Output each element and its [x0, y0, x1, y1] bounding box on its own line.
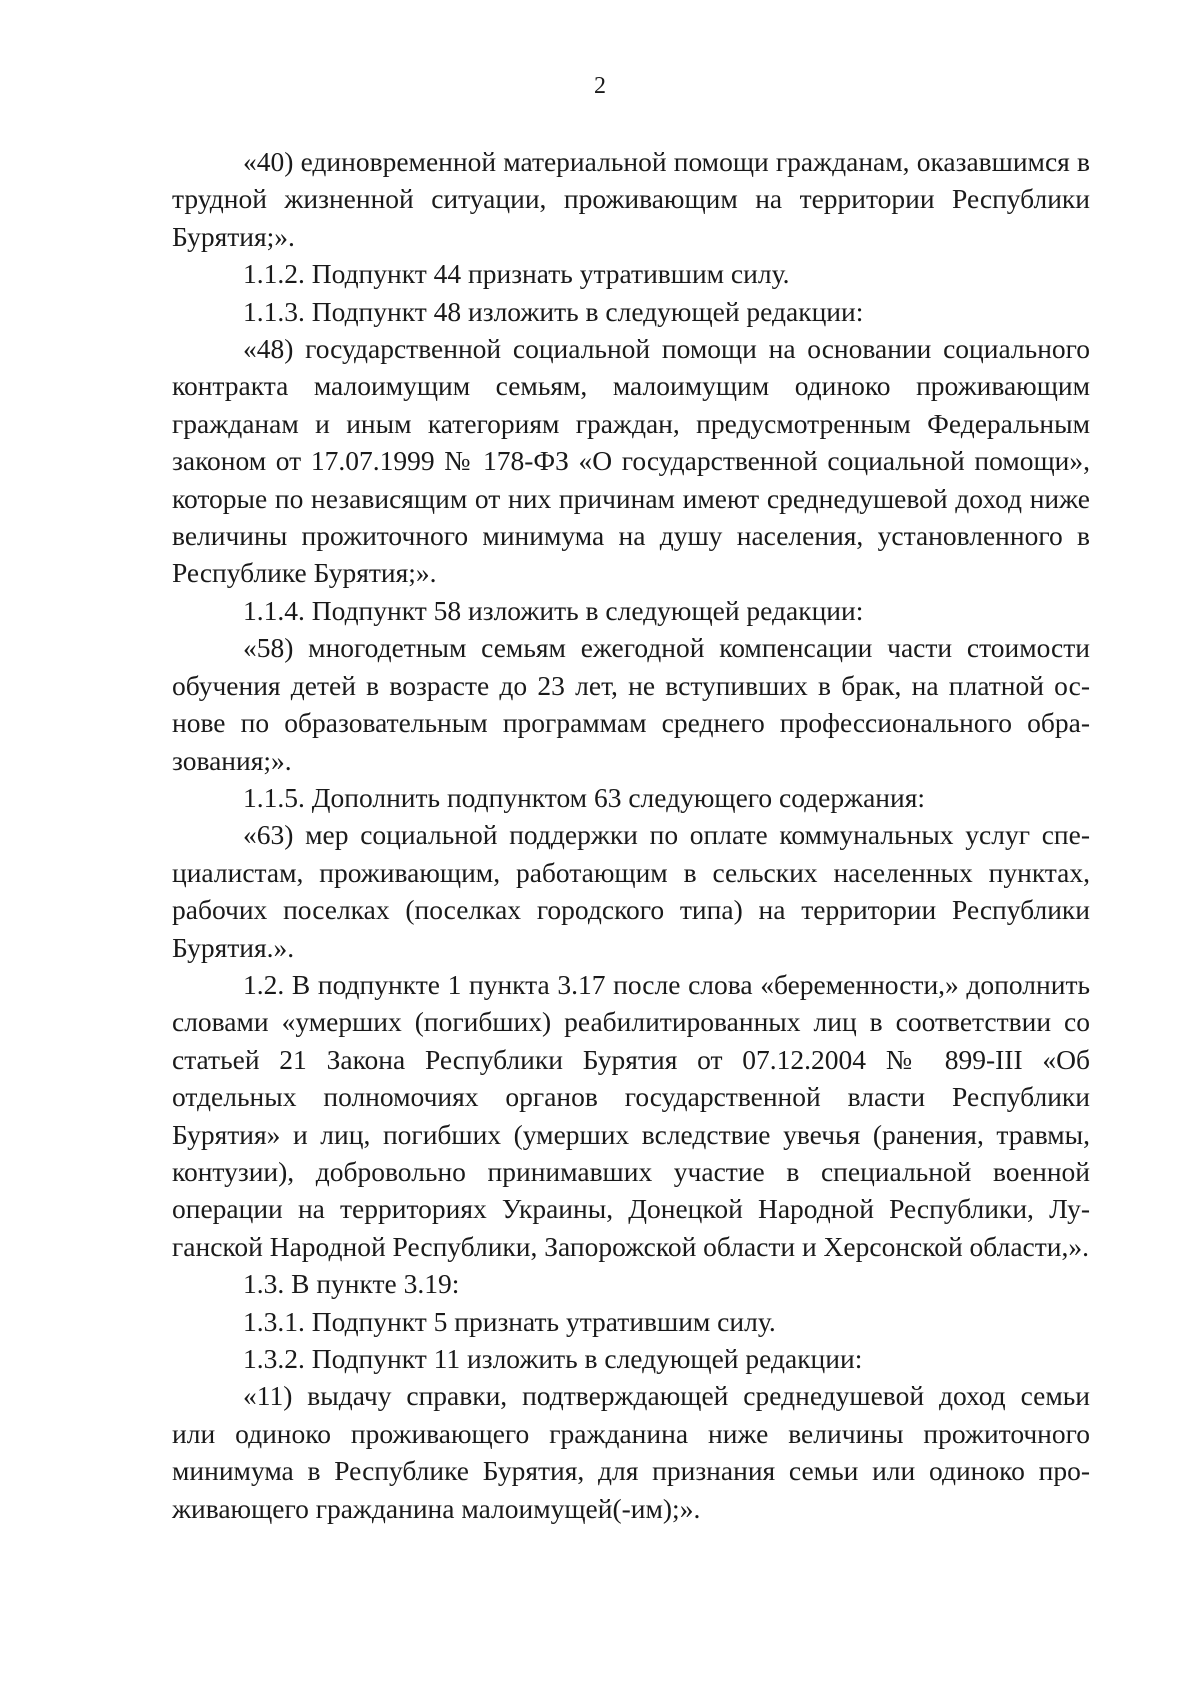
document-body	[172, 143, 1090, 1527]
paragraph-quote-48: «48) государственной социальной помощи на основании социального контракта малоимущим семьям, малоимущим одиноко проживающим гражданам и иным категориям граждан, предусмотренным Федеральным законом от 17.07.1999 № 178-ФЗ «О государственной социальной помощи», которые по независящим от них причинам имеют среднедушевой доход ниже величины прожиточного минимума на душу населения, установленного в Республике Бурятия;».	[172, 333, 1090, 589]
paragraph-quote-11: «11) выдачу справки, подтверждающей среднедушевой доход семьи или одиноко проживающего гражданина ниже величины прожиточного минимума в Республике Бурятия, для признания семьи или одиноко проживающего гражданина малоимущей(-им);».	[172, 1380, 1090, 1524]
paragraph-1-2: 1.2. В подпункте 1 пункта 3.17 после слова «беременности,» дополнить словами «умерших (погибших) реабилитированных лиц в соответствии со статьей 21 Закона Республики Бурятия от 07.12.2004 № 899-III «Об отдельных полномочиях органов государственной власти Республики Бурятия» и лиц, погибших (умерших вследствие увечья (ранения, травмы, контузии), добровольно принимавших участие в специальной военной операции на территориях Украины, Донецкой Народной Республики, Луганской Народной Республики, Запорожской области и Херсонской области,».	[172, 968, 1090, 1262]
page-number: 2	[594, 73, 606, 99]
paragraph-quote-40: «40) единовременной материальной помощи гражданам, оказавшимся в трудной жизненной ситуации, проживающим на территории Республики Бурятия;».	[172, 146, 1090, 252]
paragraph-1-3-1: 1.3.1. Подпункт 5 признать утратившим силу.	[243, 1305, 776, 1337]
paragraph-quote-63: «63) мер социальной поддержки по оплате коммунальных услуг специалистам, проживающим, работающим в сельских населенных пунктах, рабочих поселках (поселках городского типа) на территории Республики Бурятия.».	[172, 819, 1090, 963]
paragraph-1-3: 1.3. В пункте 3.19:	[243, 1268, 460, 1300]
paragraph-1-1-3: 1.1.3. Подпункт 48 изложить в следующей редакции:	[243, 295, 864, 327]
paragraph-1-3-2: 1.3.2. Подпункт 11 изложить в следующей редакции:	[243, 1343, 863, 1374]
paragraph-1-1-2: 1.1.2. Подпункт 44 признать утратившим силу.	[243, 258, 790, 290]
paragraph-1-1-5: 1.1.5. Дополнить подпунктом 63 следующего содержания:	[243, 781, 926, 813]
paragraph-quote-58: «58) многодетным семьям ежегодной компенсации части стоимости обучения детей в возрасте до 23 лет, не вступивших в брак, на платной основе по образовательным программам среднего профессионального образования;».	[172, 632, 1090, 776]
paragraph-1-1-4: 1.1.4. Подпункт 58 изложить в следующей редакции:	[243, 594, 864, 626]
